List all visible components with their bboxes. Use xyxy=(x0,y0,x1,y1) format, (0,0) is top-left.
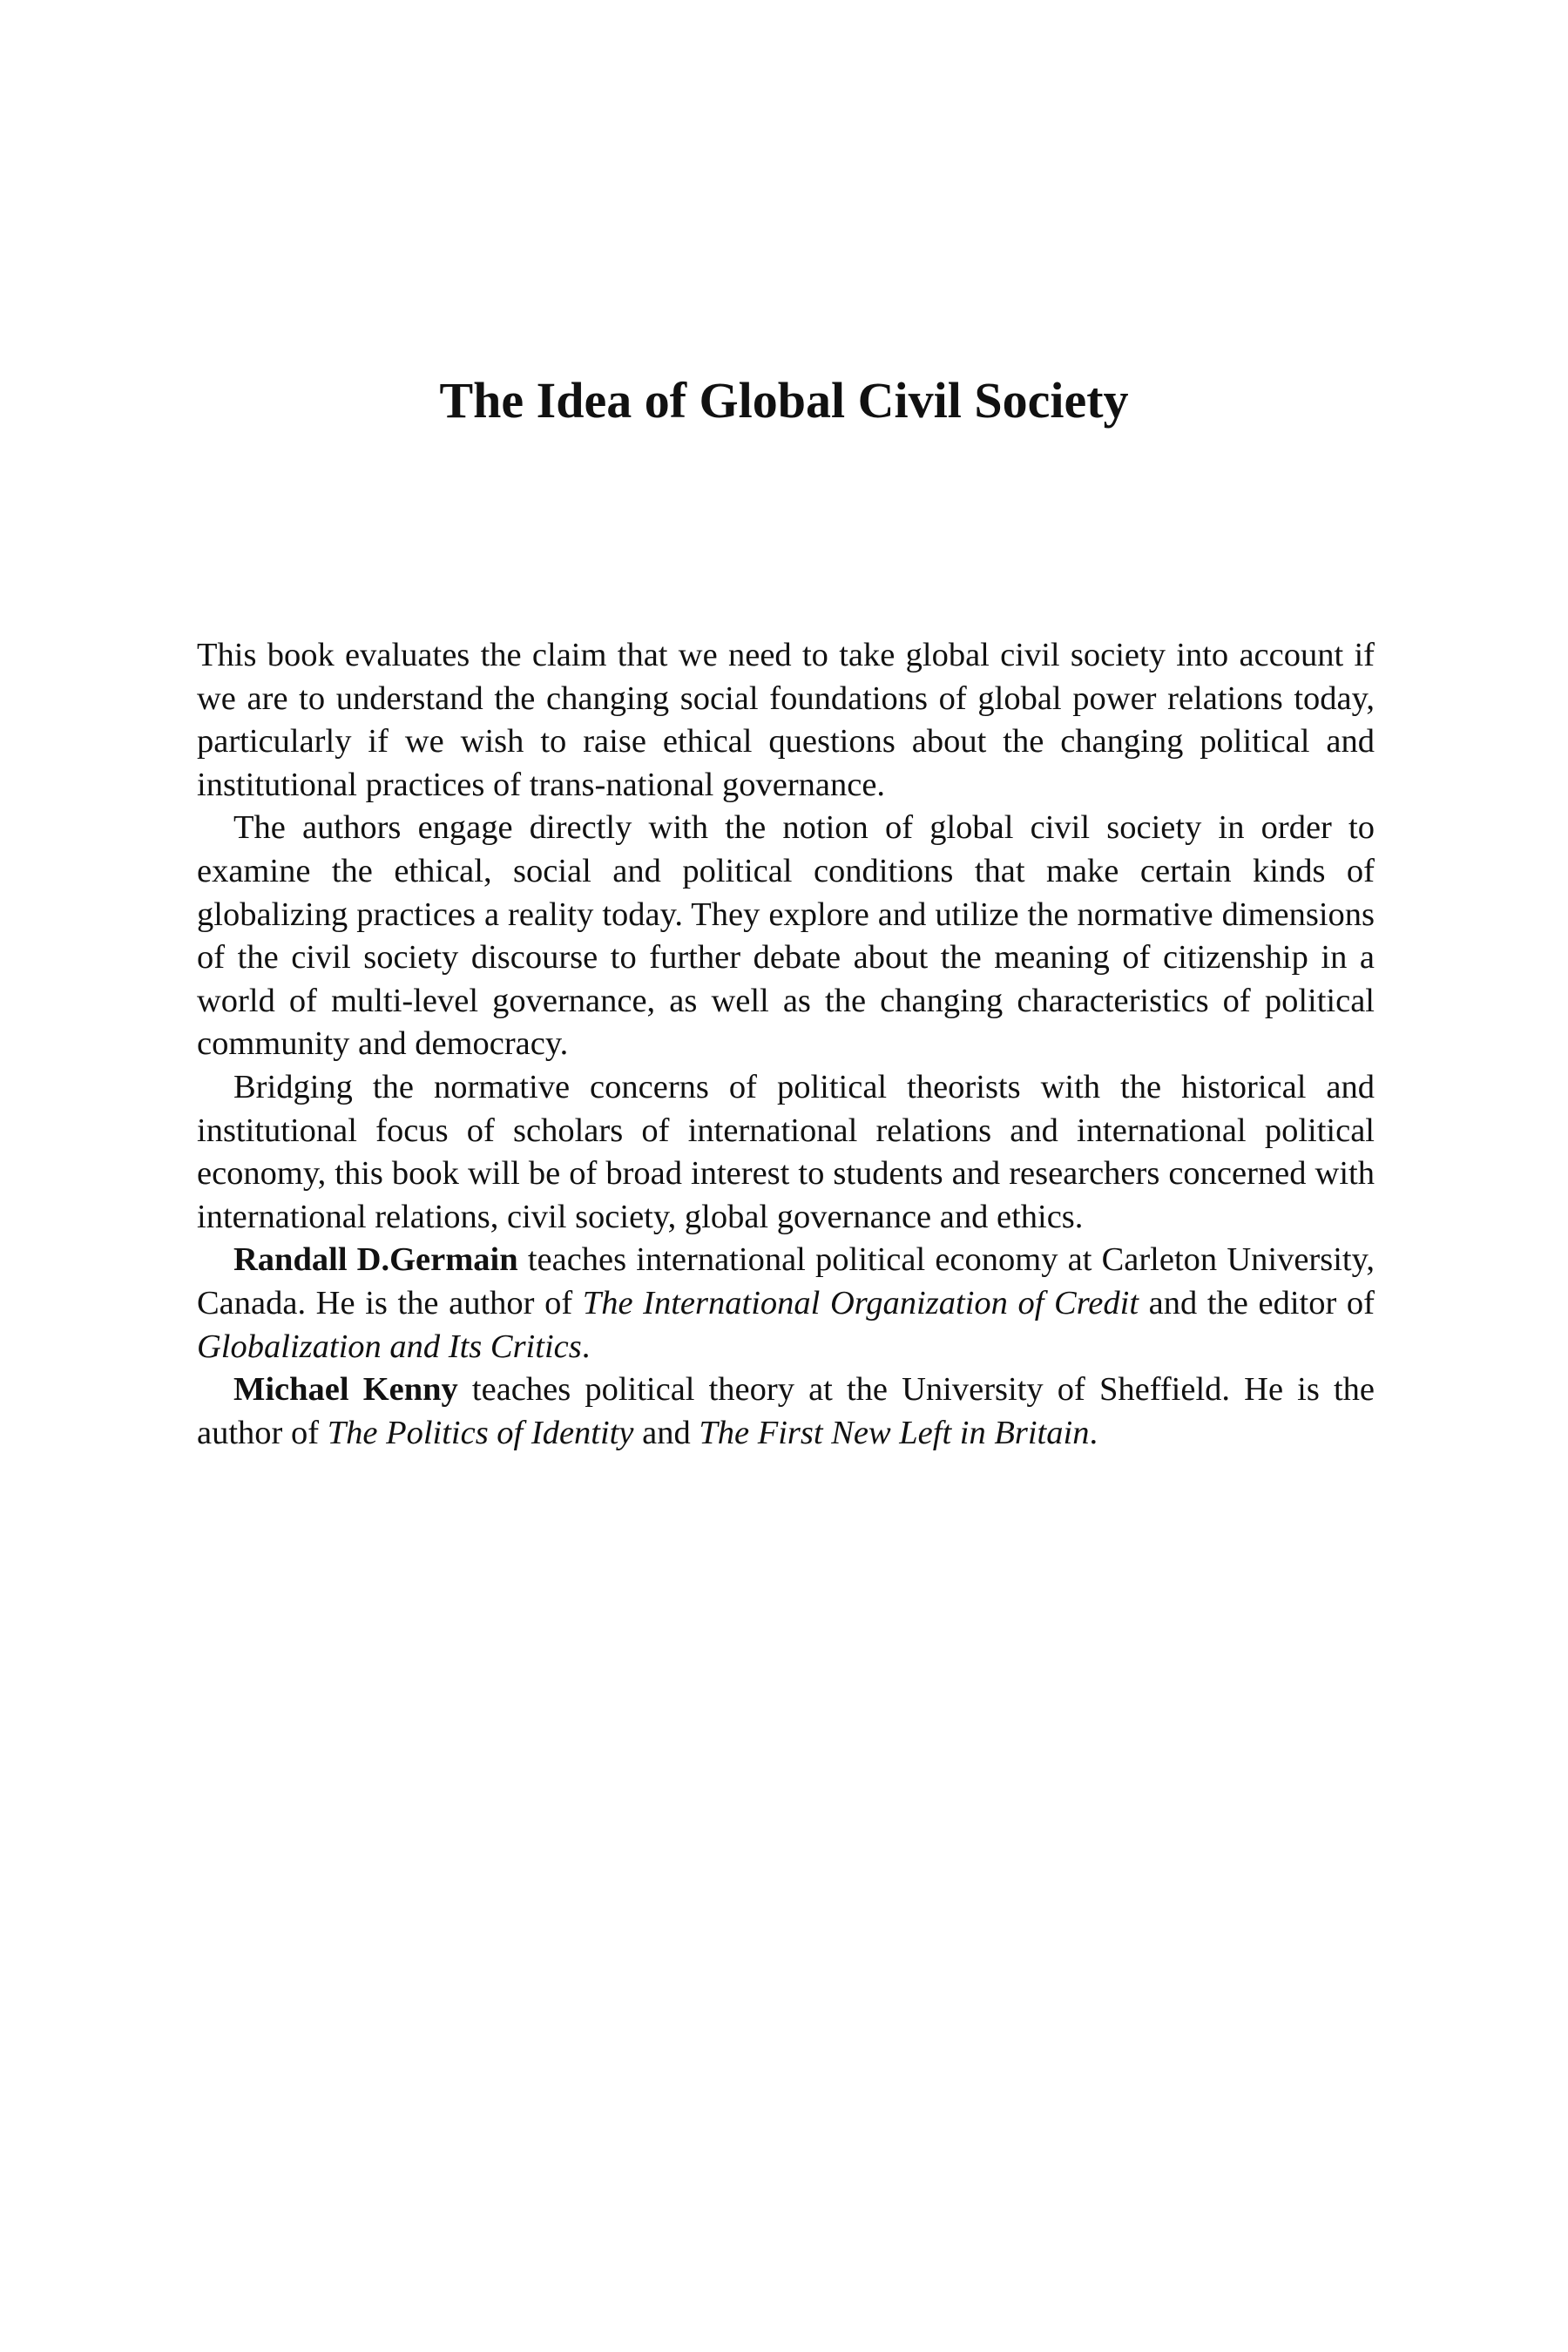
bio-text: teaches political theory at the University of Sheffield. He is the author of xyxy=(197,1371,1375,1451)
bio-text: . xyxy=(581,1328,591,1365)
book-reference: The Politics of Identity xyxy=(327,1414,634,1451)
author-bio-germain xyxy=(197,1239,1375,1369)
bio-text: and the editor of xyxy=(1139,1284,1375,1321)
bio-text: teaches international political economy at Carleton University, Canada. He is the author of xyxy=(197,1241,1375,1321)
book-reference: The International Organization of Credit xyxy=(582,1284,1139,1321)
author-name-germain: Randall D.Germain xyxy=(233,1241,518,1279)
book-title: The Idea of Global Civil Society xyxy=(439,372,1129,429)
description-paragraph-1: This book evaluates the claim that we need to take global civil society into account if we are to understand the changing social foundations of global power relations today, particularly if we wish to raise ethical questions about the changing political and institutional practices of trans-national governance. xyxy=(197,637,1375,803)
author-name-kenny: Michael Kenny xyxy=(233,1371,458,1409)
description-paragraph-2: The authors engage directly with the notion of global civil society in order to examine the ethical, social and political conditions that make certain kinds of globalizing practices a reality today. They explore and utilize the normative dimensions of the civil society discourse to further debate about the meaning of citizenship in a world of multi-level governance, as well as the changing characteristics of political community and democracy. xyxy=(197,809,1375,1063)
book-reference: Globalization and Its Critics xyxy=(197,1328,582,1365)
author-bio-kenny xyxy=(197,1369,1375,1455)
book-reference: The First New Left in Britain xyxy=(699,1414,1090,1451)
description-paragraph-3: Bridging the normative concerns of political theorists with the historical and institutional focus of scholars of international relations and international political economy, this book will be of broad interest to students and researchers concerned with international relations, civil society, global governance and ethics. xyxy=(197,1068,1375,1235)
bio-text: and xyxy=(633,1414,700,1451)
book-description xyxy=(197,634,1375,1455)
bio-text: . xyxy=(1089,1414,1098,1451)
